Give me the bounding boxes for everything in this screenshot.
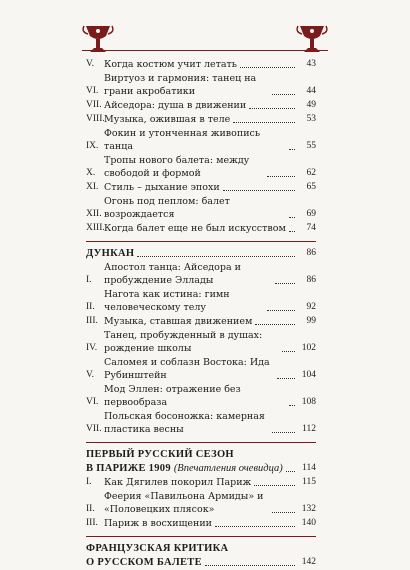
dot-leader bbox=[289, 217, 295, 218]
entry-page: 62 bbox=[306, 168, 316, 178]
dot-leader bbox=[275, 283, 295, 284]
entry-title: Феерия «Павильона Армиды» и «Половецких плясок» bbox=[104, 491, 264, 515]
vase-ornament-left-icon bbox=[78, 20, 118, 60]
dot-leader bbox=[289, 231, 295, 232]
dot-leader bbox=[272, 432, 295, 433]
entry-number: VII. bbox=[86, 424, 102, 434]
entry-page: 115 bbox=[302, 477, 316, 487]
entry-page: 53 bbox=[306, 114, 316, 124]
entry-number: VI. bbox=[86, 86, 99, 96]
section-heading-french-line2[interactable] bbox=[86, 556, 316, 569]
entry-page: 74 bbox=[306, 223, 316, 233]
toc-entry[interactable] bbox=[86, 261, 316, 287]
toc-entry[interactable] bbox=[86, 113, 316, 126]
section-heading-duncan[interactable] bbox=[86, 247, 316, 260]
entry-page: 43 bbox=[306, 59, 316, 69]
entry-number: III. bbox=[86, 518, 98, 528]
entry-number: XII. bbox=[86, 209, 102, 219]
entry-number: III. bbox=[86, 316, 98, 326]
entry-page: 55 bbox=[306, 141, 316, 151]
dot-leader bbox=[254, 485, 295, 486]
toc-entry[interactable] bbox=[86, 127, 316, 153]
dot-leader bbox=[277, 378, 295, 379]
section-divider bbox=[86, 442, 316, 443]
toc-entry[interactable] bbox=[86, 181, 316, 194]
dot-leader bbox=[282, 351, 295, 352]
entry-page: 86 bbox=[306, 275, 316, 285]
entry-title: Виртуоз и гармония: танец на грани акробатики bbox=[104, 73, 257, 97]
entry-title: Фокин и утонченная живопись танца bbox=[104, 128, 261, 152]
toc-entry[interactable] bbox=[86, 154, 316, 180]
dot-leader bbox=[233, 122, 295, 123]
entry-number: VI. bbox=[86, 397, 99, 407]
entry-number: V. bbox=[86, 59, 95, 69]
toc-entry[interactable] bbox=[86, 58, 316, 71]
section-title-line2: О РУССКОМ БАЛЕТЕ bbox=[86, 557, 202, 568]
entry-title: Музыка, ожившая в теле bbox=[104, 114, 231, 125]
section-page: 142 bbox=[301, 557, 316, 567]
entry-page: 108 bbox=[301, 397, 316, 407]
dot-leader bbox=[272, 94, 295, 95]
entry-page: 69 bbox=[306, 209, 316, 219]
dot-leader bbox=[223, 190, 295, 191]
entry-number: XI. bbox=[86, 182, 99, 192]
toc-entry[interactable] bbox=[86, 490, 316, 516]
toc-entry[interactable] bbox=[86, 329, 316, 355]
entry-number: IV. bbox=[86, 343, 98, 353]
dot-leader bbox=[137, 256, 295, 257]
entry-page: 132 bbox=[301, 504, 316, 514]
dot-leader bbox=[272, 512, 295, 513]
section-divider bbox=[86, 241, 316, 242]
entry-title: Когда костюм учит летать bbox=[104, 59, 237, 70]
toc-entry[interactable] bbox=[86, 222, 316, 235]
entry-title: Тропы нового балета: между свободой и формой bbox=[104, 155, 250, 179]
section-title-year: В ПАРИЖЕ 1909 bbox=[86, 463, 171, 474]
entry-title: Огонь под пеплом: балет возрождается bbox=[104, 196, 230, 220]
entry-page: 65 bbox=[306, 182, 316, 192]
entry-page: 49 bbox=[306, 100, 316, 110]
section-heading-french-line1[interactable] bbox=[86, 542, 316, 555]
section-page: 86 bbox=[306, 248, 316, 258]
entry-title: Апостол танца: Айседора и пробуждение Эллады bbox=[104, 262, 241, 286]
section-subtitle: (Впечатления очевидца) bbox=[173, 463, 283, 474]
entry-title: Польская босоножка: камерная пластика весны bbox=[104, 411, 265, 435]
dot-leader bbox=[289, 149, 295, 150]
toc-entry[interactable] bbox=[86, 99, 316, 112]
toc-entry[interactable] bbox=[86, 72, 316, 98]
entry-title: Танец, пробужденный в душах: рождение школы bbox=[104, 330, 263, 354]
entry-title: Когда балет еще не был искусством bbox=[104, 223, 286, 234]
entry-page: 99 bbox=[306, 316, 316, 326]
toc-entry[interactable] bbox=[86, 288, 316, 314]
entry-title: Мод Эллен: отражение без первообраза bbox=[104, 384, 241, 408]
toc-entry[interactable] bbox=[86, 195, 316, 221]
entry-number: II. bbox=[86, 302, 95, 312]
toc-entry[interactable] bbox=[86, 476, 316, 489]
entry-number: II. bbox=[86, 504, 95, 514]
section-heading-season-line1[interactable] bbox=[86, 448, 316, 461]
entry-title: Нагота как истина: гимн человеческому телу bbox=[104, 289, 230, 313]
entry-number: I. bbox=[86, 275, 92, 285]
section-heading-season-line2[interactable] bbox=[86, 462, 316, 475]
dot-leader bbox=[267, 310, 295, 311]
entry-page: 102 bbox=[301, 343, 316, 353]
dot-leader bbox=[240, 67, 295, 68]
entry-title: Стиль – дыхание эпохи bbox=[104, 182, 220, 193]
entry-title: Айседора: душа в движении bbox=[104, 100, 247, 111]
entry-title: Как Дягилев покорил Париж bbox=[104, 477, 252, 488]
entry-number: VIII. bbox=[86, 114, 105, 124]
table-of-contents bbox=[86, 58, 316, 570]
section-divider bbox=[86, 536, 316, 537]
entry-title: Париж в восхищении bbox=[104, 518, 213, 529]
entry-page: 104 bbox=[301, 370, 316, 380]
entry-title: Музыка, ставшая движением bbox=[104, 316, 253, 327]
entry-number: XIII. bbox=[86, 223, 105, 233]
entry-number: V. bbox=[86, 370, 95, 380]
entry-number: IX. bbox=[86, 141, 99, 151]
entry-page: 92 bbox=[306, 302, 316, 312]
toc-entry[interactable] bbox=[86, 356, 316, 382]
dot-leader bbox=[267, 176, 295, 177]
dot-leader bbox=[255, 324, 295, 325]
dot-leader bbox=[205, 565, 295, 566]
entry-page: 44 bbox=[306, 86, 316, 96]
entry-page: 140 bbox=[301, 518, 316, 528]
toc-entry[interactable] bbox=[86, 410, 316, 436]
entry-number: I. bbox=[86, 477, 92, 487]
toc-entry[interactable] bbox=[86, 315, 316, 328]
entry-page: 112 bbox=[302, 424, 316, 434]
toc-entry[interactable] bbox=[86, 383, 316, 409]
dot-leader bbox=[249, 108, 295, 109]
dot-leader bbox=[289, 405, 295, 406]
section-title: ДУНКАН bbox=[86, 248, 135, 259]
dot-leader bbox=[215, 526, 295, 527]
section-title: ФРАНЦУЗСКАЯ КРИТИКА bbox=[86, 543, 229, 554]
section-page: 114 bbox=[302, 463, 316, 473]
entry-number: X. bbox=[86, 168, 96, 178]
entry-title: Саломея и соблазн Востока: Ида Рубинштейн bbox=[104, 357, 270, 381]
section-title: ПЕРВЫЙ РУССКИЙ СЕЗОН bbox=[86, 449, 234, 460]
toc-entry[interactable] bbox=[86, 517, 316, 530]
entry-number: VII. bbox=[86, 100, 102, 110]
section-title-line2 bbox=[86, 462, 283, 475]
dot-leader bbox=[286, 471, 295, 472]
vase-ornament-right-icon bbox=[292, 20, 332, 60]
